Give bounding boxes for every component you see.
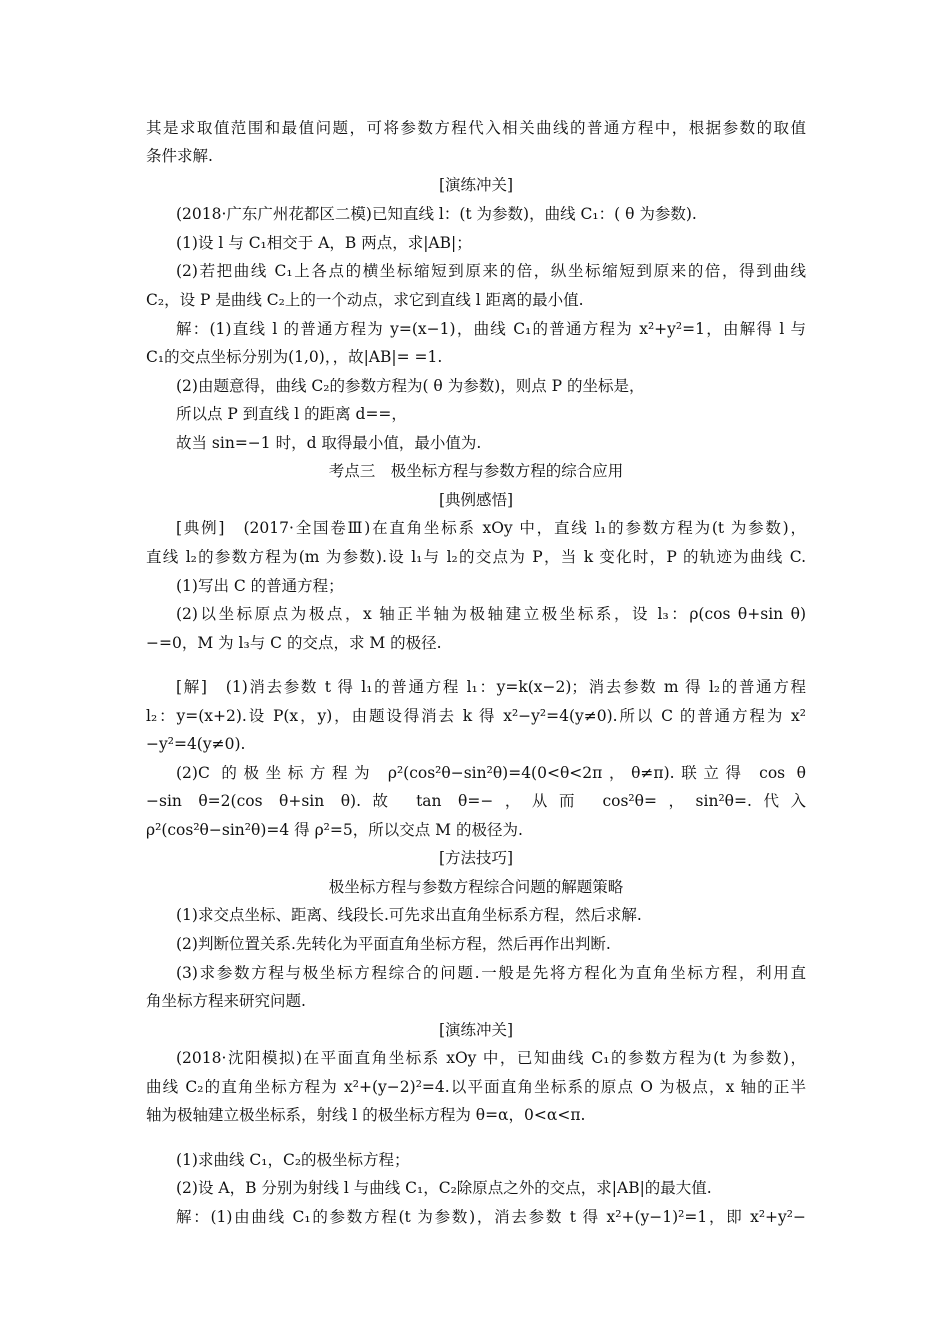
text-line: (1)求曲线 C₁，C₂的极坐标方程； [176, 1151, 410, 1169]
text-line: (2)以坐标原点为极点，x 轴正半轴为极轴建立极坐标系，设 l₃：ρ(cos θ+sin θ) [176, 605, 806, 623]
text-line: (2)由题意得，曲线 C₂的参数方程为( θ 为参数)，则点 P 的坐标是， [176, 377, 645, 395]
text-line: (3)求参数方程与极坐标方程综合的问题.一般是先将方程化为直角坐标方程，利用直 [176, 964, 806, 982]
text-line: 所以点 P 到直线 l 的距离 d==， [176, 405, 407, 423]
section-title: 考点三 极坐标方程与参数方程的综合应用 [328, 462, 624, 480]
text-line: l₂：y=(x+2).设 P(x，y)，由题设得消去 k 得 x²−y²=4(y≠0).所以 C 的普通方程为 x² [146, 707, 806, 725]
text-line: (2)若把曲线 C₁上各点的横坐标缩短到原来的倍，纵坐标缩短到原来的倍，得到曲线 [176, 262, 806, 280]
text-line: 解：(1)直线 l 的普通方程为 y=(x−1)，曲线 C₁的普通方程为 x²+y²=1，由解得 l 与 [176, 320, 806, 338]
text-line: (1)设 l 与 C₁相交于 A，B 两点，求|AB|； [176, 234, 472, 252]
text-line: 条件求解. [146, 147, 213, 165]
text-line: 故当 sin=−1 时，d 取得最小值，最小值为. [176, 434, 482, 452]
text-line: −y²=4(y≠0). [146, 735, 246, 753]
text-line: [典例] (2017·全国卷Ⅲ)在直角坐标系 xOy 中，直线 l₁的参数方程为(t 为参数)， [176, 519, 806, 537]
text-line: [解] (1)消去参数 t 得 l₁的普通方程 l₁：y=k(x−2)；消去参数 m 得 l₂的普通方程 [176, 678, 806, 696]
text-line: 曲线 C₂的直角坐标方程为 x²+(y−2)²=4.以平面直角坐标系的原点 O 为极点，x 轴的正半 [146, 1078, 806, 1096]
text-line: C₁的交点坐标分别为(1,0)，，故|AB|= =1. [146, 348, 443, 366]
text-line: (1)求交点坐标、距离、线段长.可先求出直角坐标系方程，然后求解. [176, 906, 642, 924]
text-line: −=0，M 为 l₃与 C 的交点，求 M 的极径. [146, 634, 442, 652]
text-line: −sin θ=2(cos θ+sin θ).故 tan θ=−，从而 cos²θ=，sin²θ=.代入 [146, 792, 806, 810]
text-line: 角坐标方程来研究问题. [146, 992, 306, 1010]
text-line: C₂，设 P 是曲线 C₂上的一个动点，求它到直线 l 距离的最小值. [146, 291, 584, 309]
text-line: 直线 l₂的参数方程为(m 为参数).设 l₁与 l₂的交点为 P，当 k 变化时，P 的轨迹为曲线 C. [146, 548, 806, 566]
text-line: (2)判断位置关系.先转化为平面直角坐标方程，然后再作出判断. [176, 935, 611, 953]
section-heading: [方法技巧] [438, 849, 514, 867]
text-line: 解：(1)由曲线 C₁的参数方程(t 为参数)，消去参数 t 得 x²+(y−1)²=1，即 x²+y²− [176, 1208, 806, 1226]
text-line: (2018·沈阳模拟)在平面直角坐标系 xOy 中，已知曲线 C₁的参数方程为(t 为参数)， [176, 1049, 806, 1067]
section-heading: [演练冲关] [438, 1021, 514, 1039]
section-heading: [典例感悟] [438, 491, 514, 509]
text-line: 其是求取值范围和最值问题，可将参数方程代入相关曲线的普通方程中，根据参数的取值 [146, 119, 806, 137]
text-line: (2)C 的极坐标方程为 ρ²(cos²θ−sin²θ)=4(0<θ<2π，θ≠π).联立得 cos θ [176, 764, 806, 782]
text-line: 轴为极轴建立极坐标系，射线 l 的极坐标方程为 θ=α，0<α<π. [146, 1106, 586, 1124]
text-line: (2)设 A，B 分别为射线 l 与曲线 C₁，C₂除原点之外的交点，求|AB|的最大值. [176, 1179, 712, 1197]
section-heading: [演练冲关] [438, 176, 514, 194]
text-line: (1)写出 C 的普通方程； [176, 577, 344, 595]
subsection-title: 极坐标方程与参数方程综合问题的解题策略 [328, 878, 624, 896]
text-line: ρ²(cos²θ−sin²θ)=4 得 ρ²=5，所以交点 M 的极径为. [146, 821, 523, 839]
text-line: (2018·广东广州花都区二模)已知直线 l：(t 为参数)，曲线 C₁：( θ 为参数). [176, 205, 697, 223]
